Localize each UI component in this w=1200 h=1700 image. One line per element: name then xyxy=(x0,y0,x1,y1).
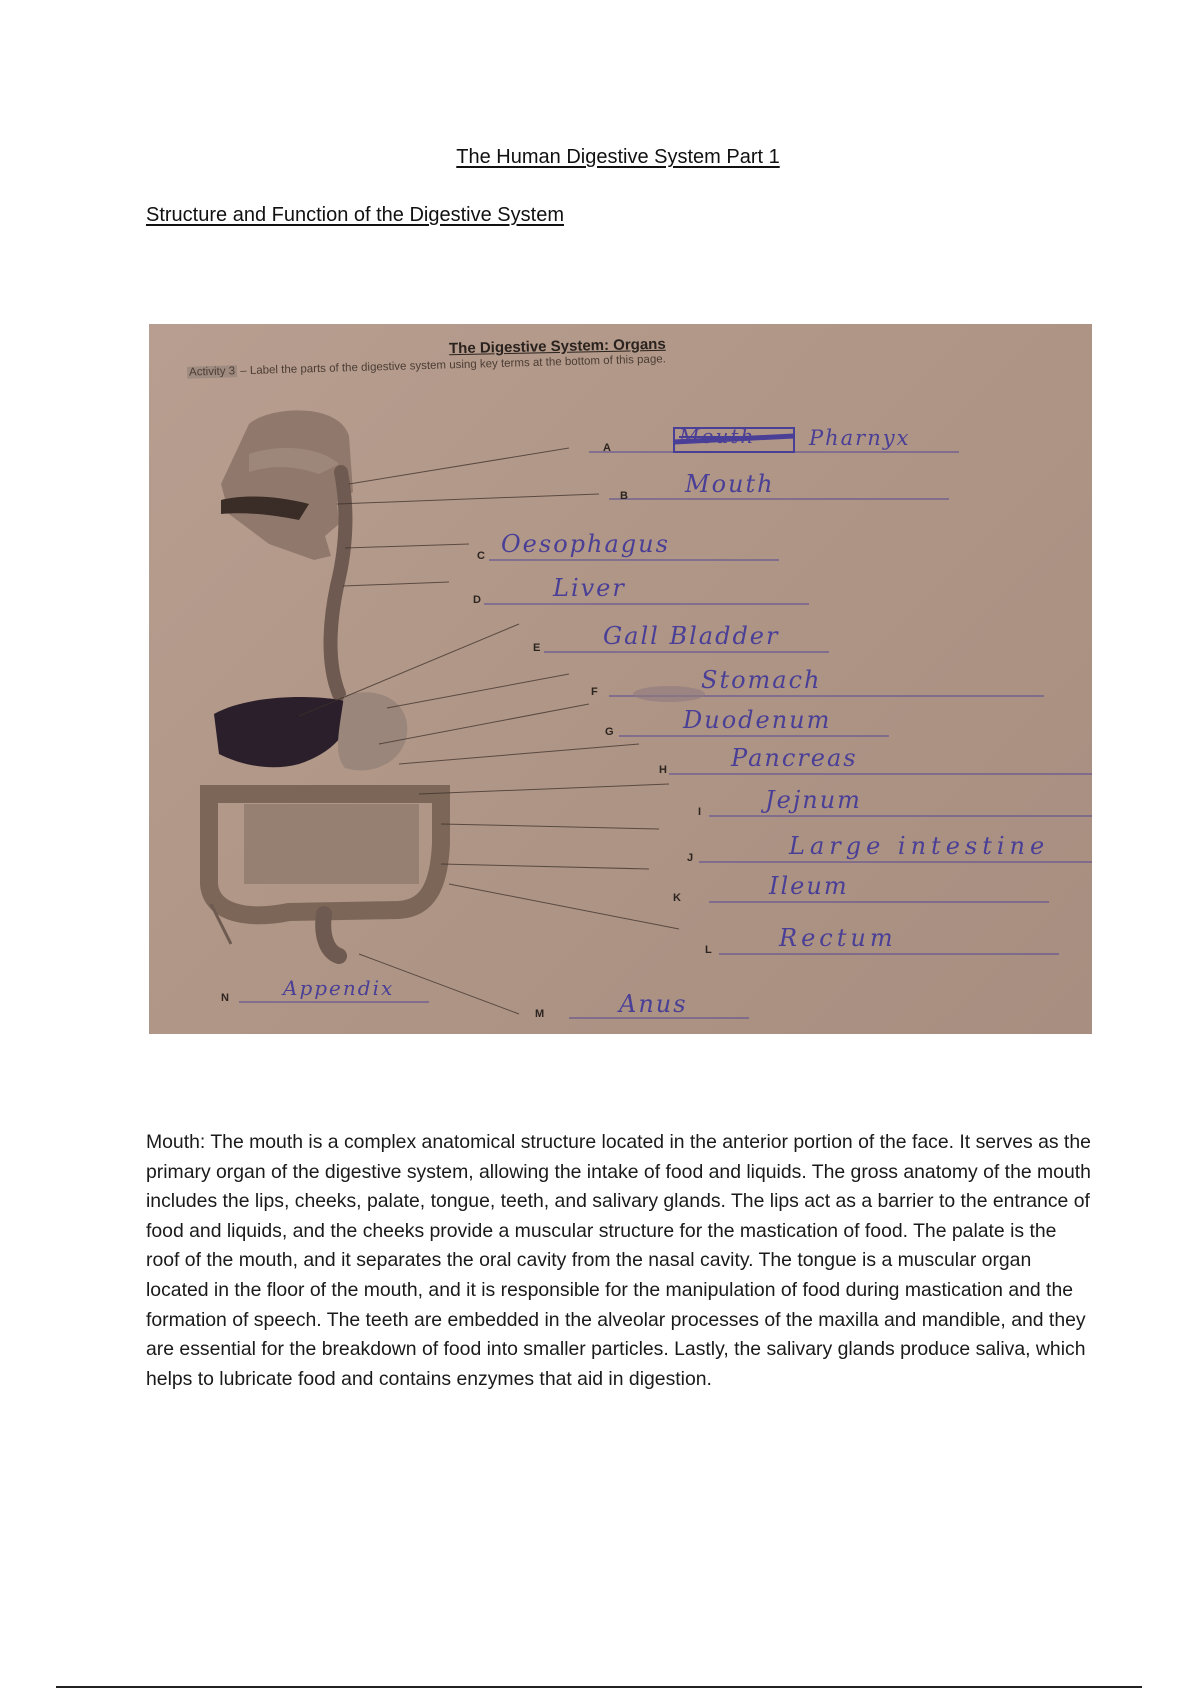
section-heading: Structure and Function of the Digestive System xyxy=(146,204,564,226)
document-title: The Human Digestive System Part 1 xyxy=(456,146,780,168)
smudge xyxy=(633,686,705,702)
label-letter-g: G xyxy=(605,726,614,738)
answer-c: Oesophagus xyxy=(501,530,670,558)
answer-b: Mouth xyxy=(685,470,775,498)
answer-a: Pharnyx xyxy=(809,426,911,450)
answer-h: Pancreas xyxy=(731,744,858,772)
crossed-out-word: Mouth xyxy=(679,424,756,448)
label-letter-b: B xyxy=(620,490,628,502)
liver xyxy=(214,697,350,767)
mouth-description: Mouth: The mouth is a complex anatomical structure located in the anterior portion of the face. It serves as the primary organ of the digestive system, allowing the intake of food and liquids. The gross anatomy of the mouth includes the lips, cheeks, palate, tongue, teeth, and salivary glands. The lips act as a barrier to the entrance of food and liquids, and the cheeks provide a muscular structure for the mastication of food. The palate is the roof of the mouth, and it separates the oral cavity from the nasal cavity. The tongue is a muscular organ located in the floor of the mouth, and it is responsible for the manipulation of food during mastication and the formation of speech. The teeth are embedded in the alveolar processes of the maxilla and mandible, and they are essential for the breakdown of food into smaller particles. Lastly, the salivary glands produce saliva, which helps to lubricate food and contains enzymes that aid in digestion. xyxy=(146,1131,1091,1390)
label-letter-k: K xyxy=(673,892,681,904)
head-silhouette xyxy=(221,410,353,560)
answer-e: Gall Bladder xyxy=(603,622,780,650)
answer-g: Duodenum xyxy=(683,706,832,734)
answer-n: Appendix xyxy=(283,976,395,1000)
answer-f: Stomach xyxy=(701,666,822,694)
activity-tag: Activity 3 xyxy=(188,365,236,379)
label-letter-c: C xyxy=(477,550,485,562)
stomach xyxy=(338,692,407,770)
label-letter-h: H xyxy=(659,764,667,776)
answer-j: Large intestine xyxy=(789,832,1050,860)
rectum xyxy=(323,914,339,956)
answer-m: Anus xyxy=(619,990,688,1018)
small-intestine xyxy=(244,804,419,884)
label-letter-l: L xyxy=(705,944,712,956)
worksheet-photo xyxy=(149,324,1092,1034)
label-letter-n: N xyxy=(221,992,229,1004)
answer-i: Jejnum xyxy=(765,786,862,814)
label-letter-m: M xyxy=(535,1008,545,1020)
label-letter-d: D xyxy=(473,594,481,606)
worksheet-heading: The Digestive System: Organs xyxy=(448,335,666,358)
label-letter-a: A xyxy=(603,442,611,454)
answer-k: Ileum xyxy=(769,872,849,900)
label-letter-e: E xyxy=(533,642,541,654)
label-letter-f: F xyxy=(591,686,598,698)
label-letter-j: J xyxy=(687,852,694,864)
bottom-divider xyxy=(56,1686,1142,1688)
digestive-system-diagram xyxy=(149,324,1092,1034)
instruction-text: – Label the parts of the digestive system using key terms at the bottom of this page. xyxy=(236,353,667,378)
label-letter-i: I xyxy=(698,806,702,818)
answer-l: Rectum xyxy=(779,924,897,952)
answer-d: Liver xyxy=(553,574,626,602)
